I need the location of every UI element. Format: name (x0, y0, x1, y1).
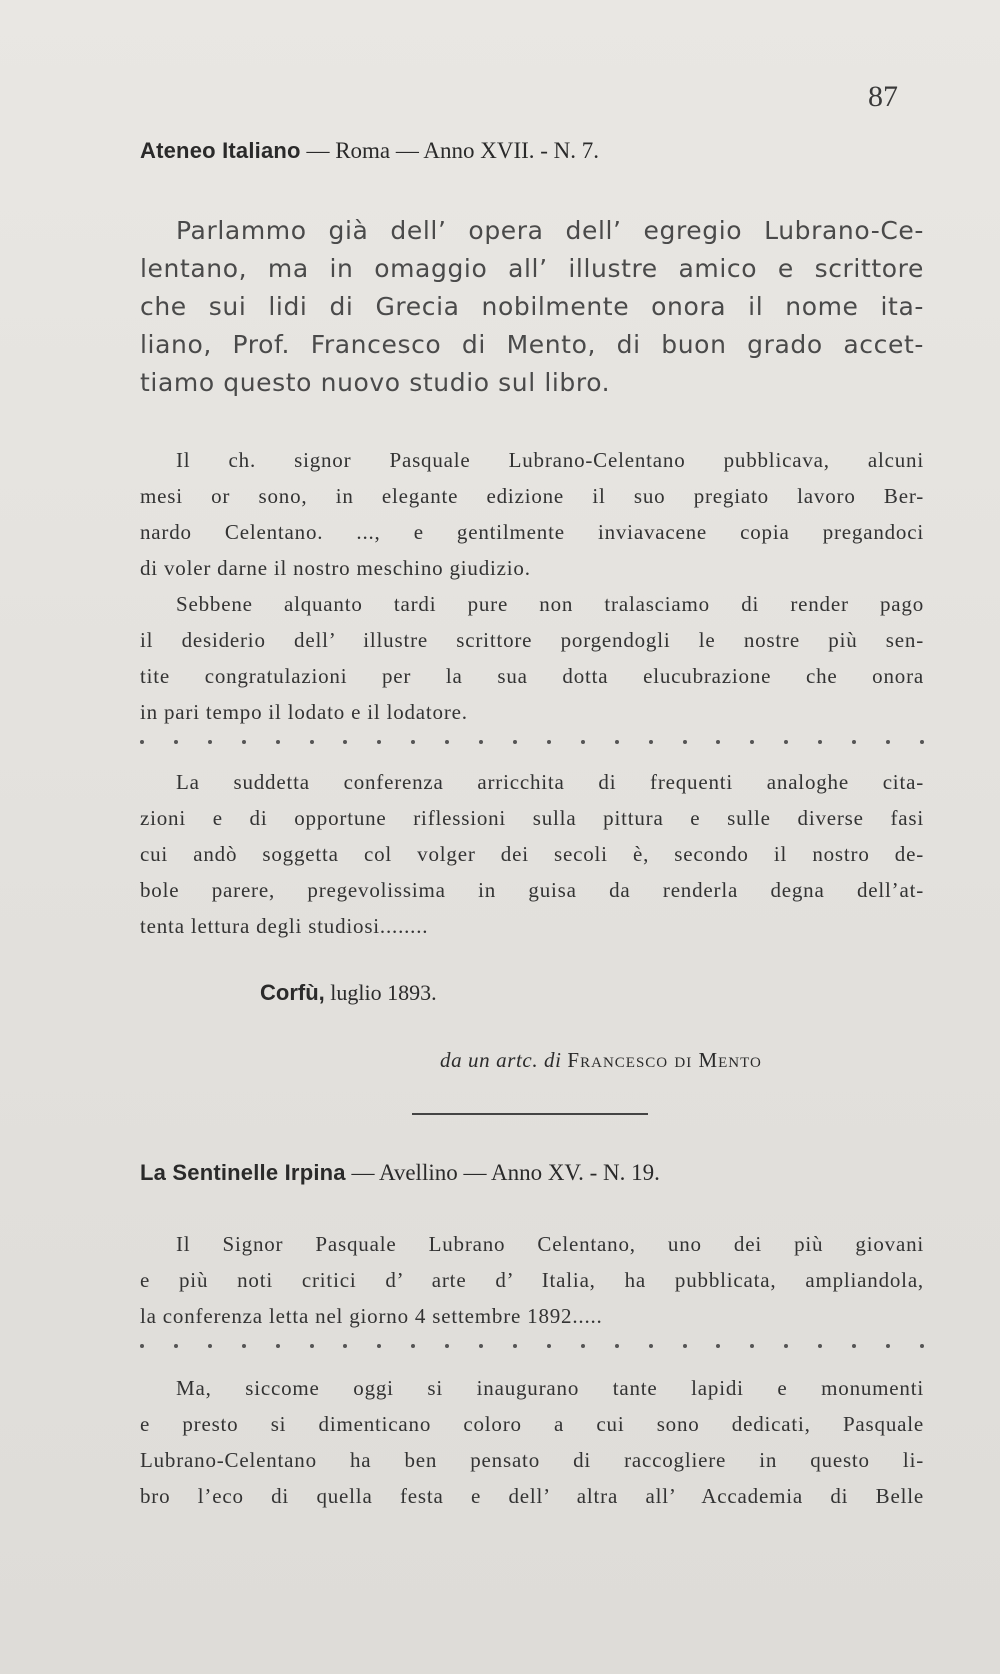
text-line: cui andò soggetta col volger dei secoli è, secondo il nostro de- (140, 842, 924, 866)
review-paragraph-1 (140, 442, 924, 586)
text-line: tite congratulazioni per la sua dotta elucubrazione che onora (140, 664, 924, 688)
review-paragraph-3 (140, 764, 924, 944)
text-line: lentano, ma in omaggio all’ illustre amico e scrittore (140, 254, 924, 283)
page-number: 87 (868, 80, 898, 113)
text-line: e presto si dimenticano coloro a cui sono dedicati, Pasquale (140, 1412, 924, 1436)
text-line: tiamo questo nuovo studio sul libro. (140, 368, 611, 397)
text-line: che sui lidi di Grecia nobilmente onora il nome ita- (140, 292, 924, 321)
text-line: tenta lettura degli studiosi........ (140, 914, 429, 938)
place-name: Corfù, (260, 980, 325, 1005)
text-line: bro l’eco di quella festa e dell’ altra all’ Accademia di Belle (140, 1484, 924, 1508)
text-line: Ma, siccome oggi si inaugurano tante lapidi e monumenti (176, 1376, 924, 1400)
journal-name: La Sentinelle Irpina (140, 1160, 346, 1185)
place-date (260, 980, 437, 1006)
journal-details: — Avellino — Anno XV. - N. 19. (345, 1160, 660, 1185)
ellipsis-dots (140, 740, 924, 752)
date-text: luglio 1893. (324, 980, 437, 1005)
text-line: zioni e di opportune riflessioni sulla pittura e sulle diverse fasi (140, 806, 924, 830)
journal-name: Ateneo Italiano (140, 138, 301, 163)
text-line: La suddetta conferenza arricchita di frequenti analoghe cita- (176, 770, 924, 794)
review-paragraph-2 (140, 586, 924, 730)
section-header-ateneo (140, 138, 599, 164)
text-line: in pari tempo il lodato e il lodatore. (140, 700, 468, 724)
text-line: liano, Prof. Francesco di Mento, di buon grado accet- (140, 330, 924, 359)
text-line: il desiderio dell’ illustre scrittore porgendogli le nostre più sen- (140, 628, 924, 652)
text-line: e più noti critici d’ arte d’ Italia, ha pubblicata, ampliandola, (140, 1268, 924, 1292)
editor-intro-paragraph (140, 212, 924, 402)
sentinelle-paragraph-1 (140, 1226, 924, 1334)
journal-details: — Roma — Anno XVII. - N. 7. (300, 138, 600, 163)
credit-author: Francesco di Mento (567, 1048, 762, 1072)
text-line: Il ch. signor Pasquale Lubrano-Celentano pubblicava, alcuni (176, 448, 924, 472)
text-line: mesi or sono, in elegante edizione il suo pregiato lavoro Ber- (140, 484, 924, 508)
article-credit (440, 1048, 762, 1073)
text-line: Il Signor Pasquale Lubrano Celentano, uno dei più giovani (176, 1232, 924, 1256)
section-header-sentinelle (140, 1160, 660, 1186)
text-line: bole parere, pregevolissima in guisa da renderla degna dell’at- (140, 878, 924, 902)
text-line: la conferenza letta nel giorno 4 settembre 1892..... (140, 1304, 603, 1328)
text-line: Parlammo già dell’ opera dell’ egregio Lubrano-Ce- (176, 216, 924, 245)
text-line: Sebbene alquanto tardi pure non tralasciamo di render pago (176, 592, 924, 616)
text-line: nardo Celentano. ..., e gentilmente inviavacene copia pregandoci (140, 520, 924, 544)
text-line: di voler darne il nostro meschino giudizio. (140, 556, 531, 580)
section-divider (412, 1113, 648, 1115)
text-line: Lubrano-Celentano ha ben pensato di raccogliere in questo li- (140, 1448, 924, 1472)
sentinelle-paragraph-2 (140, 1370, 924, 1514)
ellipsis-dots (140, 1344, 924, 1356)
credit-prefix: da un artc. di (440, 1048, 562, 1072)
